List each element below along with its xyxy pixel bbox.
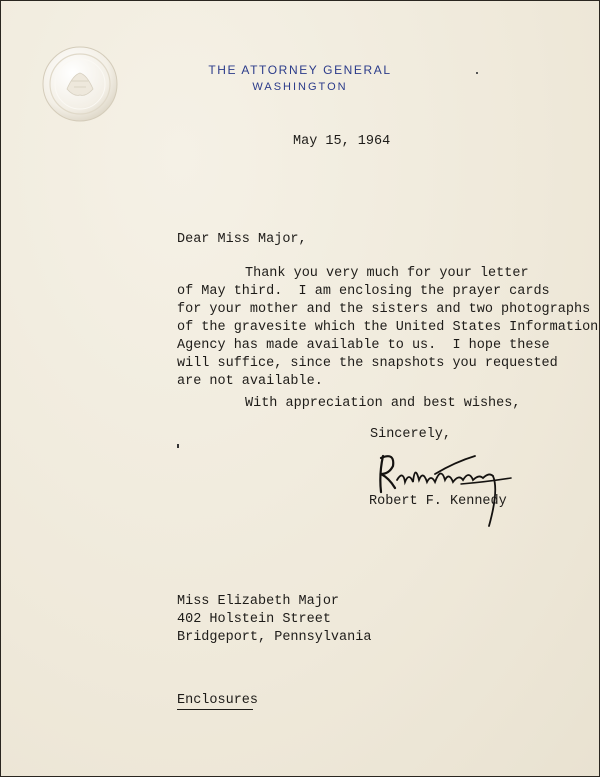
letterhead-title: THE ATTORNEY GENERAL: [208, 63, 392, 77]
salutation: Dear Miss Major,: [177, 232, 307, 247]
paper-mark: [177, 444, 179, 448]
letter-sheet: [1, 1, 599, 776]
closing-line: With appreciation and best wishes,: [245, 396, 521, 411]
body-line-2: of May third. I am enclosing the prayer cards: [177, 284, 550, 299]
recipient-city: Bridgeport, Pennsylvania: [177, 630, 372, 645]
body-line-6: will suffice, since the snapshots you requested: [177, 356, 558, 371]
body-line-3: for your mother and the sisters and two photographs: [177, 302, 591, 317]
body-line-4: of the gravesite which the United States Information: [177, 320, 599, 335]
body-line-7: are not available.: [177, 374, 323, 389]
paper-speck: [476, 72, 478, 74]
letter-date: May 15, 1964: [293, 134, 391, 149]
sign-off: Sincerely,: [370, 427, 452, 442]
signer-name: Robert F. Kennedy: [369, 494, 507, 509]
recipient-name: Miss Elizabeth Major: [177, 594, 340, 609]
recipient-street: 402 Holstein Street: [177, 612, 331, 627]
body-line-1: Thank you very much for your letter: [245, 266, 529, 281]
handwritten-signature: [375, 444, 515, 528]
enclosures-label: Enclosures: [177, 693, 259, 708]
letterhead-city: WASHINGTON: [252, 81, 348, 93]
body-line-5: Agency has made available to us. I hope these: [177, 338, 550, 353]
enclosures-underline: [177, 709, 253, 710]
